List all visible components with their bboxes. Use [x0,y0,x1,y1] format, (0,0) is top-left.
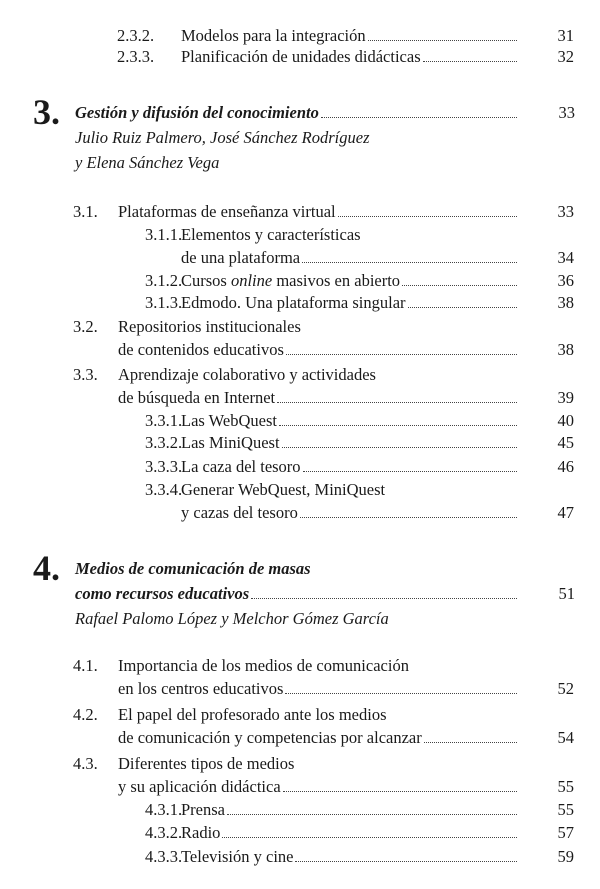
dot-leader [285,692,517,694]
section-title-text: de búsqueda en Internet [118,388,276,407]
section-title [181,410,517,432]
chapter-title [75,558,311,580]
chapter-title-line[interactable] [75,583,575,605]
section-number: 3.3.4. [145,480,183,499]
section-title [118,678,517,700]
dot-leader [251,597,517,599]
page-number: 38 [557,293,574,312]
section-number: 3.2. [73,317,98,336]
page-number: 34 [557,248,574,267]
section-number: 4.3. [73,754,98,773]
dot-leader [423,60,517,62]
toc-entry[interactable] [0,655,600,677]
page-number: 55 [557,800,574,819]
section-title [181,224,361,246]
section-number: 4.3.2. [145,823,183,842]
section-title-text: Las WebQuest [181,411,277,430]
toc-entry[interactable] [0,846,600,868]
page-number: 52 [557,679,574,698]
toc-entry[interactable] [0,25,600,47]
section-title [118,316,301,338]
toc-entry[interactable] [0,727,600,749]
page-number: 59 [557,847,574,866]
dot-leader [282,446,517,448]
chapter-title-line[interactable] [75,102,575,124]
chapter-number: 3. [33,92,60,132]
dot-leader [424,741,517,743]
section-title [118,339,517,361]
toc-entry[interactable] [0,201,600,223]
dot-leader [286,353,517,355]
section-title [181,456,517,478]
page-number: 40 [557,411,574,430]
section-title [181,822,517,844]
dot-leader [279,424,517,426]
chapter-title [75,102,517,124]
toc-entry[interactable] [0,678,600,700]
dot-leader [321,116,517,118]
section-title-text: El papel del profesorado ante los medios [118,705,387,724]
section-title-text: y su aplicación didáctica [118,777,281,796]
section-title [181,846,517,868]
section-title [181,479,385,501]
toc-entry[interactable] [0,292,600,314]
dot-leader [302,261,517,263]
page-number: 45 [557,433,574,452]
dot-leader [338,215,517,217]
toc-entry[interactable] [0,247,600,269]
section-number: 4.3.1. [145,800,183,819]
chapter-authors: Julio Ruiz Palmero, José Sánchez Rodríguez [75,128,370,147]
section-title-text: Prensa [181,800,225,819]
toc-entry[interactable] [0,339,600,361]
chapter-title-text: como recursos educativos [75,584,250,603]
page-number: 47 [557,503,574,522]
dot-leader [408,306,517,308]
section-number: 3.3. [73,365,98,384]
section-title [118,387,517,409]
toc-entry[interactable] [0,502,600,524]
toc-entry[interactable] [0,704,600,726]
dot-leader [277,401,517,403]
toc-entry[interactable] [0,270,600,292]
page-number: 54 [557,728,574,747]
section-title-text: Las MiniQuest [181,433,280,452]
section-number: 4.2. [73,705,98,724]
section-title-text: Repositorios institucionales [118,317,301,336]
toc-entry[interactable] [0,822,600,844]
toc-entry[interactable] [0,799,600,821]
page-number: 31 [557,26,574,45]
page-number: 39 [557,388,574,407]
section-title-text: Edmodo. Una plataforma singular [181,293,406,312]
section-title-text: Cursos online masivos en abierto [181,271,401,290]
toc-entry[interactable] [0,316,600,338]
section-title-text: Planificación de unidades didácticas [181,47,421,66]
dot-leader [222,836,517,838]
section-title [181,292,517,314]
chapter-title-text: Medios de comunicación de masas [75,559,311,578]
italic-word: online [230,271,273,290]
toc-entry[interactable] [0,776,600,798]
page-number: 38 [557,340,574,359]
section-title-text: La caza del tesoro [181,457,301,476]
section-title-text: y cazas del tesoro [181,503,298,522]
page-number: 32 [557,47,574,66]
section-title [118,753,294,775]
section-title [181,247,517,269]
section-number: 3.3.3. [145,457,183,476]
page-number: 51 [558,584,575,603]
section-title [118,776,517,798]
toc-entry[interactable] [0,753,600,775]
page-number: 57 [557,823,574,842]
section-title-text: en los centros educativos [118,679,284,698]
chapter-authors: y Elena Sánchez Vega [75,153,220,172]
section-title-text: Elementos y características [181,225,361,244]
toc-entry[interactable] [0,364,600,386]
section-number: 3.1.2. [145,271,183,290]
section-number: 2.3.3. [117,47,155,66]
toc-entry[interactable] [0,410,600,432]
dot-leader [295,860,517,862]
section-title [118,704,387,726]
page-number: 55 [557,777,574,796]
section-title [181,432,517,454]
section-title [118,364,376,386]
page-number: 33 [557,202,574,221]
chapter-title [75,583,517,605]
section-number: 3.1. [73,202,98,221]
section-number: 3.1.1. [145,225,183,244]
section-title-text: de una plataforma [181,248,301,267]
section-title [181,46,517,68]
section-title-text: Modelos para la integración [181,26,366,45]
page-number: 46 [557,457,574,476]
toc-entry[interactable] [0,479,600,501]
section-title-text: Generar WebQuest, MiniQuest [181,480,386,499]
dot-leader [227,813,517,815]
section-number: 4.3.3. [145,847,183,866]
section-number: 2.3.2. [117,26,155,45]
section-title-text: Radio [181,823,221,842]
page-number: 33 [558,103,575,122]
dot-leader [402,284,517,286]
page-number: 36 [557,271,574,290]
toc-entry[interactable] [0,432,600,454]
section-title-text: Importancia de los medios de comunicación [118,656,409,675]
section-title [181,270,517,292]
section-title [118,727,517,749]
section-number: 3.3.2. [145,433,183,452]
section-number: 3.3.1. [145,411,183,430]
dot-leader [303,470,517,472]
section-title-text: de comunicación y competencias por alcanzar [118,728,422,747]
section-number: 4.1. [73,656,98,675]
chapter-number: 4. [33,548,60,588]
section-title [118,201,517,223]
toc-entry[interactable] [0,224,600,246]
chapter-title-text: Gestión y difusión del conocimiento [75,103,319,122]
chapter-authors: Rafael Palomo López y Melchor Gómez García [75,609,389,628]
section-title [181,502,517,524]
section-title [181,25,517,47]
section-title-text: Plataformas de enseñanza virtual [118,202,336,221]
dot-leader [300,516,517,518]
section-title [118,655,409,677]
section-title-text: Televisión y cine [181,847,294,866]
toc-entry[interactable] [0,387,600,409]
section-number: 3.1.3. [145,293,183,312]
section-title-text: Aprendizaje colaborativo y actividades [118,365,376,384]
toc-entry[interactable] [0,46,600,68]
chapter-title-line[interactable] [75,558,575,580]
section-title-text: de contenidos educativos [118,340,284,359]
dot-leader [368,39,517,41]
section-title-text: Diferentes tipos de medios [118,754,295,773]
section-title [181,799,517,821]
toc-entry[interactable] [0,456,600,478]
dot-leader [283,790,517,792]
